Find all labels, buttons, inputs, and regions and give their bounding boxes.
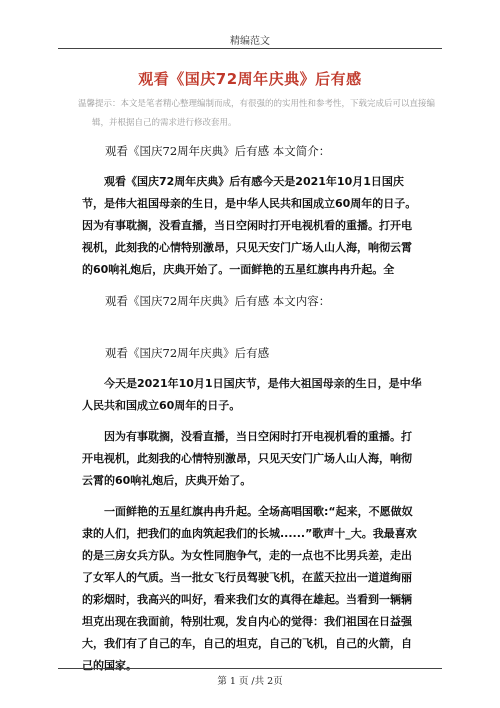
header-divider: [58, 48, 442, 49]
paragraph-2: 因为有事耽搁，没看直播，当日空闲时打开电视机看的重播。打开电视机，此刻我的心情特别激昂，只见天安门广场人山人海，响彻云霄的60响礼炮后，庆典开始了。: [82, 430, 412, 487]
paragraph-1: 今天是2021年10月1日国庆节，是伟大祖国母亲的生日，是中华人民共和国成立60周年的日子。: [82, 377, 422, 412]
content-heading: 观看《国庆72周年庆典》后有感 本文内容：: [105, 294, 331, 308]
document-body: [82, 140, 422, 677]
intro-paragraph: 观看《国庆72周年庆典》后有感今天是2021年10月1日国庆节，是伟大祖国母亲的生日，是中华人民共和国成立60周年的日子。因为有事耽搁，没看直播，当日空闲时打开电视机看的重播。打开电视机，此刻我的心情特别激昂，只见天安门广场人山人海，响彻云霄的60响礼炮后，庆典开始了。一面鲜艳的五星红旗冉冉升起。全: [82, 175, 417, 276]
document-title: 观看《国庆72周年庆典》后有感: [138, 70, 362, 88]
reminder-text: 温馨提示：本文是笔者精心整理编制而成，有很强的的实用性和参考性，下载完成后可以直接编辑，并根据自己的需求进行修改套用。: [78, 99, 436, 128]
page-header: 精编范文: [230, 36, 270, 47]
page-number: 第 1 页 /共 2页: [217, 676, 283, 687]
article-title: 观看《国庆72周年庆典》后有感: [105, 346, 270, 360]
paragraph-3: 一面鲜艳的五星红旗冉冉升起。全场高唱国歌:“起来，不愿做奴隶的人们，把我们的血肉筑起我们的长城......”歌声十_大。我最喜欢的是三房女兵方队。为女性同胞争气，走的一点也不比男兵差，走出了女军人的气质。当一批女飞行员驾驶飞机，在蓝天拉出一道道绚丽的彩烟时，我高兴的叫好，看来我们女的真得在雄起。当看到一辆辆坦克出现在我面前，特别壮观，发自内心的觉得：我们祖国在日益强大，我们有了自己的车，自己的坦克，自己的飞机，自己的火箭，自己的国家。: [82, 505, 417, 672]
footer-divider: [58, 668, 442, 669]
intro-heading: 观看《国庆72周年庆典》后有感 本文简介：: [105, 144, 331, 158]
